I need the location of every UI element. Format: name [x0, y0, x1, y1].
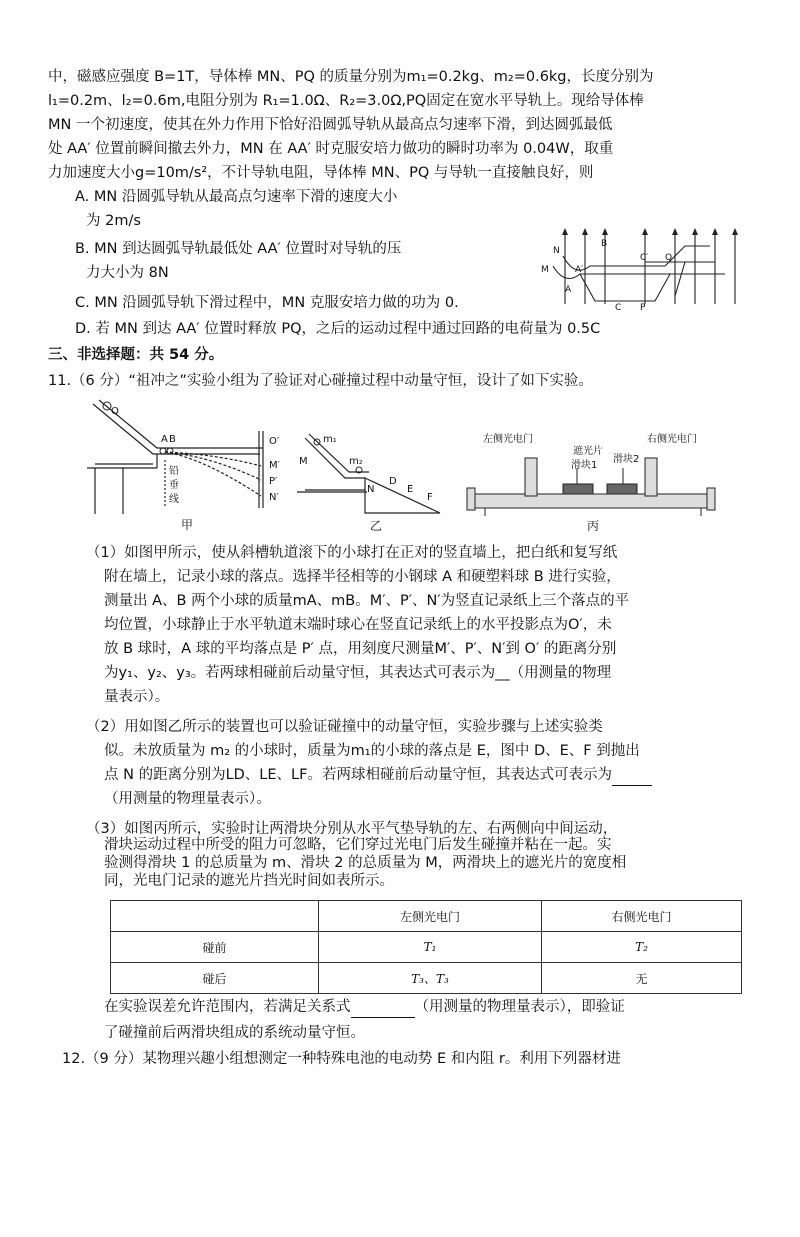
table-row	[111, 963, 742, 994]
jia-label-a: A	[161, 434, 168, 445]
intro-line-2: l₁=0.2m、l₂=0.6m,电阻分别为 R₁=1.0Ω、R₂=3.0Ω,PQ固定在宽水平导轨上。现给导体棒	[48, 93, 644, 109]
yi-label-m: M	[299, 456, 308, 467]
yi-caption: 乙	[370, 519, 383, 533]
yi-label-d: D	[389, 476, 397, 487]
q11-p1-line-3: 测量出 A、B 两个小球的质量mA、mB。M′、P′、N′为竖直记录纸上三个落点的平	[104, 593, 630, 609]
q12-title: 12.（9 分）某物理兴趣小组想测定一种特殊电池的电动势 E 和内阻 r。利用下列器材进	[62, 1051, 621, 1067]
bing-label-shade: 遮光片	[573, 446, 603, 457]
jia-label-p: P′	[269, 476, 278, 487]
label-m: M	[541, 265, 549, 275]
option-a-line-2: 为 2m/s	[86, 213, 141, 229]
table-cell: 碰前	[111, 932, 319, 963]
q11-p2-line-2: 似。未放质量为 m₂ 的小球时，质量为m₁的小球的落点是 E，图中 D、E、F 到抛出	[104, 743, 640, 759]
jia-label-n: N′	[269, 492, 279, 503]
bing-label-slider1: 滑块1	[571, 460, 598, 471]
figure-yi	[295, 428, 455, 534]
jia-caption: 甲	[181, 518, 194, 532]
table-header-cell: 左侧光电门	[319, 901, 542, 932]
q11-p4-text-b: （用测量的物理量表示），即验证	[414, 999, 625, 1015]
table-cell: T₁	[319, 932, 542, 963]
label-p: P	[640, 303, 646, 311]
q11-p3-line-4: 同，光电门记录的遮光片挡光时间如表所示。	[104, 873, 394, 889]
q11-p1-line-2: 附在墙上，记录小球的落点。选择半径相等的小钢球 A 和硬塑料球 B 进行实验，	[104, 569, 621, 585]
yi-label-m2: m₂	[349, 456, 363, 467]
bing-label-right-gate: 右侧光电门	[647, 434, 697, 445]
bing-label-left-gate: 左侧光电门	[483, 434, 533, 445]
jia-label-chui: 垂	[169, 480, 179, 491]
label-a-prime: A′	[575, 265, 584, 275]
q11-p3-line-3: 验测得滑块 1 的总质量为 m、滑块 2 的总质量为 M，两滑块上的遮光片的宽度相	[104, 855, 627, 871]
bing-label-slider2: 滑块2	[613, 454, 640, 465]
q11-p1-line-1: （1）如图甲所示，使从斜槽轨道滚下的小球打在正对的竖直墙上，把白纸和复写纸	[86, 545, 618, 561]
q11-p2-line-3	[104, 764, 652, 786]
intro-line-3: MN 一个初速度，使其在外力作用下恰好沿圆弧导轨从最高点匀速率下滑，到达圆弧最低	[48, 117, 613, 133]
jia-label-o: O′	[269, 436, 280, 447]
jia-label-q: Q	[111, 406, 119, 417]
jia-label-m: M′	[269, 460, 280, 471]
jia-label-xian: 线	[169, 494, 179, 505]
q11-p4-text-a: 在实验误差允许范围内，若满足关系式	[104, 999, 351, 1015]
intro-line-1: 中，磁感应强度 B=1T，导体棒 MN、PQ 的质量分别为m₁=0.2kg、m₂=0.6kg，长度分别为	[48, 69, 654, 85]
figure-bing	[465, 426, 725, 536]
yi-label-e: E	[407, 484, 414, 495]
bing-caption: 丙	[587, 519, 600, 533]
answer-blank-3[interactable]	[351, 1001, 415, 1018]
q11-p2-line-1: （2）用如图乙所示的装置也可以验证碰撞中的动量守恒，实验步骤与上述实验类	[86, 719, 603, 735]
section-3-heading: 三、非选择题：共 54 分。	[48, 347, 224, 363]
option-b-line-1: B. MN 到达圆弧导轨最低处 AA′ 位置时对导轨的压	[75, 241, 402, 257]
intro-line-5: 力加速度大小g=10m/s²，不计导轨电阻，导体棒 MN、PQ 与导轨一直接触良好，则	[48, 165, 594, 181]
q11-p3-line-1: （3）如图丙所示，实验时让两滑块分别从水平气垫导轨的左、右两侧向中间运动，	[86, 821, 618, 837]
q11-p1-line-6: 为y₁、y₂、y₃。若两球相碰前后动量守恒，其表达式可表示为__（用测量的物理	[104, 665, 612, 681]
option-b-line-2: 力大小为 8N	[86, 265, 169, 281]
option-d: D. 若 MN 到达 AA′ 位置时释放 PQ，之后的运动过程中通过回路的电荷量为 0.5C	[75, 321, 601, 337]
table-cell: 碰后	[111, 963, 319, 994]
intro-line-4: 处 AA′ 位置前瞬间撤去外力，MN 在 AA′ 时克服安培力做功的瞬时功率为 0.04W，取重	[48, 141, 614, 157]
yi-label-m1: m₁	[323, 434, 337, 445]
q11-p4-line-2: 了碰撞前后两滑块组成的系统动量守恒。	[104, 1025, 365, 1041]
q11-p4-line-1	[104, 996, 625, 1018]
yi-label-f: F	[427, 492, 433, 503]
q11-p1-line-7: 量表示）。	[104, 689, 170, 705]
table-header-cell	[111, 901, 319, 932]
label-q: Q	[665, 253, 673, 263]
table-cell: T₂	[542, 932, 742, 963]
option-a-line-1: A. MN 沿圆弧导轨从最高点匀速率下滑的速度大小	[75, 189, 398, 205]
photogate-table	[110, 900, 742, 994]
table-cell: T₃、T₃	[319, 963, 542, 994]
q11-p3-line-2: 滑块运动过程中所受的阻力可忽略，它们穿过光电门后发生碰撞并粘在一起。实	[104, 837, 612, 853]
label-n: N	[553, 246, 560, 256]
label-c-prime: C′	[640, 253, 649, 263]
rail-figure	[535, 226, 750, 311]
option-c: C. MN 沿圆弧导轨下滑过程中，MN 克服安培力做的功为 0.	[75, 295, 459, 311]
table-cell: 无	[542, 963, 742, 994]
q11-title: 11.（6 分）“祖冲之”实验小组为了验证对心碰撞过程中动量守恒，设计了如下实验。	[48, 373, 593, 389]
jia-label-qian: 铅	[169, 466, 179, 477]
table-header-row	[111, 901, 742, 932]
yi-label-n: N	[367, 484, 375, 495]
q11-p2-line-3-text: 点 N 的距离分别为LD、LE、LF。若两球相碰前后动量守恒，其表达式可表示为	[104, 767, 612, 783]
label-a: A	[565, 285, 572, 295]
figure-jia	[85, 396, 290, 534]
q11-p2-line-4: （用测量的物理量表示）。	[104, 791, 271, 807]
table-header-cell: 右侧光电门	[542, 901, 742, 932]
answer-blank-2[interactable]	[612, 769, 652, 786]
q11-p1-line-4: 均位置，小球静止于水平轨道末端时球心在竖直记录纸上的水平投影点为O′，未	[104, 617, 612, 633]
jia-label-b: B	[169, 434, 176, 445]
label-b: B	[601, 239, 608, 249]
table-row	[111, 932, 742, 963]
label-c: C	[615, 303, 622, 311]
q11-p1-line-5: 放 B 球时，A 球的平均落点是 P′ 点，用刻度尺测量M′、P′、N′到 O′ 的距离分别	[104, 641, 617, 657]
